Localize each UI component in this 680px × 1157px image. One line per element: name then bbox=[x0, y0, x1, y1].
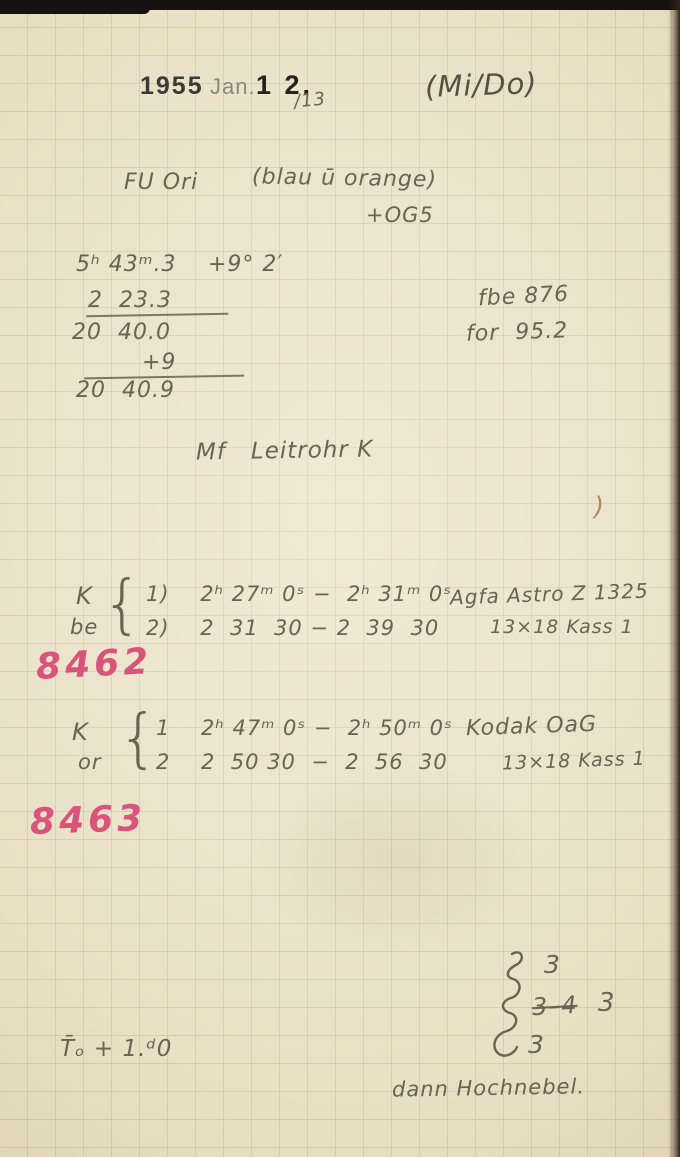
underline-row2 bbox=[86, 289, 228, 317]
filter-note: +OG5 bbox=[366, 203, 434, 227]
exposure2-plate: Kodak OaG bbox=[465, 711, 598, 742]
exposure2-format: 13×18 Kass 1 bbox=[501, 747, 647, 775]
exposure1-label-top: K bbox=[76, 582, 93, 610]
stamp-month: Jan. bbox=[210, 74, 256, 99]
plate-number-2: 8463 bbox=[29, 797, 147, 844]
color-note: (blau ū orange) bbox=[251, 164, 438, 193]
exposure1-brace: { bbox=[102, 568, 143, 642]
seeing-value-crossed: 3–4 bbox=[531, 990, 579, 1022]
seeing-value-bottom: 3 bbox=[528, 1030, 545, 1059]
plate-number-1: 8462 bbox=[35, 640, 154, 689]
scan-edge-top-left bbox=[0, 0, 150, 14]
exposure2-label-bottom: or bbox=[78, 750, 102, 774]
temperature-note: T̄ₒ + 1.ᵈ0 bbox=[60, 1036, 173, 1062]
seeing-value-corrected: 3 bbox=[598, 988, 616, 1018]
calc-row3: 20 40.0 bbox=[72, 320, 171, 345]
underline-row4 bbox=[84, 351, 244, 380]
exposure1-format: 13×18 Kass 1 bbox=[490, 616, 634, 638]
exposure1-label-bottom: be bbox=[70, 615, 99, 639]
focus-note-2: for 95.2 bbox=[465, 318, 569, 347]
object-name: FU Ori bbox=[124, 170, 199, 195]
exposure2-row1: 1 2ʰ 47ᵐ 0ˢ − 2ʰ 50ᵐ 0ˢ bbox=[156, 716, 453, 740]
weather-note: dann Hochnebel. bbox=[391, 1074, 586, 1102]
guide-telescope-note: Mf Leitrohr K bbox=[195, 436, 374, 466]
weekday-note: (Mi/Do) bbox=[424, 66, 539, 104]
calc-row4: +9 bbox=[142, 350, 177, 375]
calc-row5: 20 40.9 bbox=[76, 378, 175, 403]
handwritten-day-alt: /13 bbox=[292, 88, 327, 113]
calc-ra: 5ʰ 43ᵐ.3 bbox=[76, 252, 177, 277]
exposure2-brace: { bbox=[118, 702, 159, 776]
exposure2-row2: 2 2 50 30 − 2 56 30 bbox=[156, 750, 448, 774]
exposure1-plate: Agfa Astro Z 1325 bbox=[449, 578, 650, 610]
seeing-value-top: 3 bbox=[544, 950, 561, 979]
scan-edge-right bbox=[668, 0, 680, 1157]
exposure2-label-top: K bbox=[72, 718, 89, 746]
seeing-squiggle-icon bbox=[486, 948, 532, 1068]
stamp-year: 1955 bbox=[140, 72, 204, 100]
stray-mark: ) bbox=[594, 492, 606, 522]
exposure1-row1: 1) 2ʰ 27ᵐ 0ˢ − 2ʰ 31ᵐ 0ˢ bbox=[146, 582, 453, 606]
exposure1-row2: 2) 2 31 30 − 2 39 30 bbox=[146, 616, 440, 640]
calc-row2: 2 23.3 bbox=[88, 288, 172, 313]
stamp-day: 1 2. bbox=[256, 70, 314, 100]
focus-note-1: fbe 876 bbox=[477, 281, 570, 312]
calc-dec: +9° 2′ bbox=[208, 252, 284, 277]
